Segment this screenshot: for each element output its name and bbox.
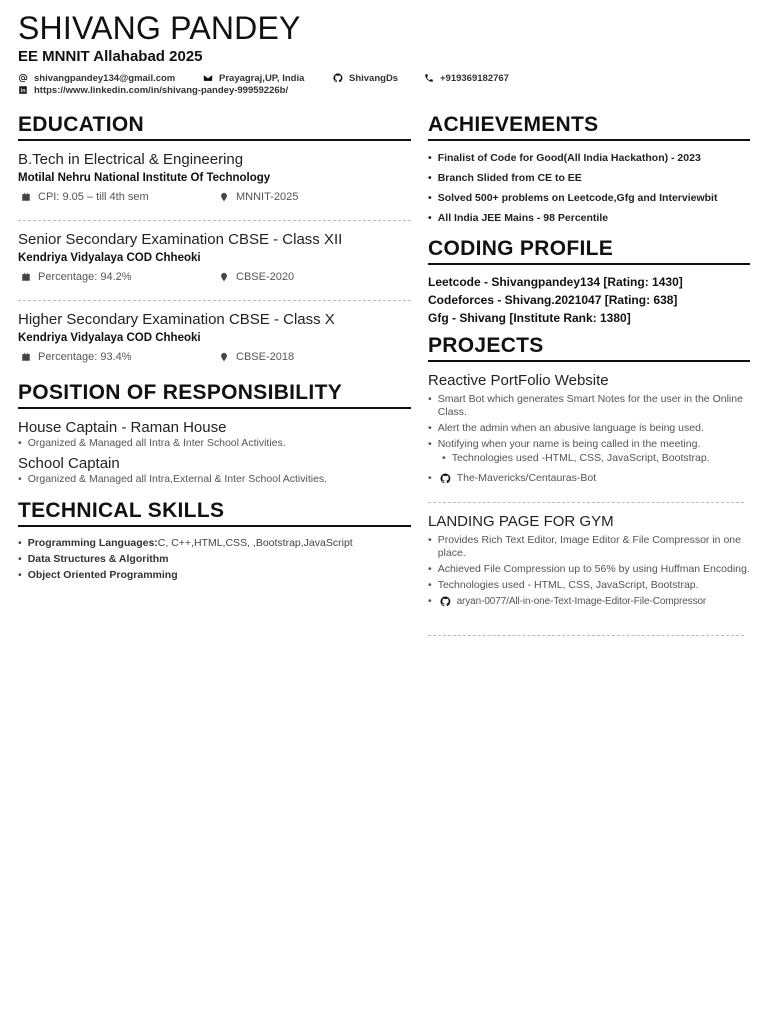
edu-tag: MNNIT-2025 [236, 191, 299, 203]
projects-title: PROJECTS [428, 333, 750, 362]
achievements-list [428, 141, 750, 228]
coding-item: Leetcode - Shivangpandey134 [Rating: 1430] [428, 275, 683, 289]
project-bullet: • Achieved File Compression up to 56% by using Huffman Encoding. [428, 563, 750, 576]
map-pin-icon [219, 272, 229, 282]
achievement-item: • Finalist of Code for Good(All India Hackathon) - 2023 [428, 148, 750, 168]
contact-info [18, 72, 748, 96]
project-name: LANDING PAGE FOR GYM [428, 513, 614, 530]
education-title: EDUCATION [18, 112, 411, 141]
contact-linkedin[interactable] [18, 85, 288, 96]
skill-item: • Data Structures & Algorithm [18, 551, 411, 567]
project-bullet: • Provides Rich Text Editor, Image Editor & File Compressor in one place. [428, 534, 750, 560]
github-icon [333, 73, 343, 83]
edu-tag: CBSE-2020 [236, 271, 295, 283]
position-detail: • Organized & Managed all Intra & Inter School Activities. [18, 437, 411, 450]
edu-degree: Higher Secondary Examination CBSE - Class X [18, 311, 335, 328]
linkedin-icon [18, 85, 28, 95]
project-tech: • Technologies used -HTML, CSS, JavaScript, Bootstrap. [428, 452, 750, 465]
education-entry [18, 221, 411, 301]
skill-item: • Object Oriented Programming [18, 567, 411, 583]
achievements-title: ACHIEVEMENTS [428, 112, 750, 141]
project-bullet: • Smart Bot which generates Smart Notes for the user in the Online Class. [428, 393, 750, 419]
edu-score: Percentage: 94.2% [38, 271, 132, 283]
calendar-icon [21, 272, 31, 282]
candidate-subtitle: EE MNNIT Allahabad 2025 [18, 48, 203, 65]
map-pin-icon [219, 192, 229, 202]
edu-degree: B.Tech in Electrical & Engineering [18, 151, 244, 168]
project-name: Reactive PortFolio Website [428, 372, 609, 389]
coding-item: Gfg - Shivang [Institute Rank: 1380] [428, 311, 631, 325]
github-text: ShivangDs [349, 72, 399, 84]
edu-score: CPI: 9.05 – till 4th sem [38, 191, 149, 203]
left-column [18, 112, 411, 583]
project-bullet: • Notifying when your name is being called in the meeting. [428, 438, 750, 451]
coding-title: CODING PROFILE [428, 236, 750, 265]
skill-item: • Programming Languages:C, C++,HTML,CSS, ,Bootstrap,JavaScript [18, 535, 411, 551]
resume-header [18, 10, 748, 96]
github-icon [440, 596, 451, 607]
edu-school: Kendriya Vidyalaya COD Chheoki [18, 252, 201, 264]
achievement-item: • Branch Slided from CE to EE [428, 168, 750, 188]
achievement-item: • All India JEE Mains - 98 Percentile [428, 208, 750, 228]
location-text: Prayagraj,UP, India [219, 72, 305, 84]
project-entry [428, 362, 750, 503]
project-repo-link[interactable]: • aryan-0077/All-in-one-Text-Image-Editor-File-Compressor [428, 595, 750, 608]
phone-icon [424, 73, 434, 83]
education-entry [18, 141, 411, 221]
calendar-icon [21, 352, 31, 362]
at-icon [18, 73, 28, 83]
phone-text: +919369182767 [440, 72, 509, 84]
linkedin-text: https://www.linkedin.com/in/shivang-pandey-99959226b/ [34, 84, 289, 96]
project-repo-link[interactable]: • The-Mavericks/Centauras-Bot [428, 472, 750, 485]
calendar-icon [21, 192, 31, 202]
skills-list [18, 527, 411, 583]
project-bullet: • Technologies used - HTML, CSS, JavaScript, Bootstrap. [428, 579, 750, 592]
contact-phone[interactable] [424, 73, 509, 84]
coding-item: Codeforces - Shivang.2021047 [Rating: 638] [428, 293, 678, 307]
education-entry [18, 301, 411, 364]
email-text: shivangpandey134@gmail.com [34, 72, 176, 84]
responsibility-list [18, 409, 411, 486]
coding-list [428, 265, 750, 327]
contact-github[interactable] [333, 73, 424, 84]
edu-score: Percentage: 93.4% [38, 351, 132, 363]
map-pin-icon [219, 352, 229, 362]
project-bullet: • Alert the admin when an abusive language is being used. [428, 422, 750, 435]
envelope-icon [203, 73, 213, 83]
responsibility-title: POSITION OF RESPONSIBILITY [18, 380, 411, 409]
position-detail: • Organized & Managed all Intra,External & Inter School Activities. [18, 473, 411, 486]
edu-tag: CBSE-2018 [236, 351, 295, 363]
skills-title: TECHNICAL SKILLS [18, 498, 411, 527]
position-role: School Captain [18, 455, 120, 472]
github-icon [440, 473, 451, 484]
divider [428, 635, 744, 636]
candidate-name: SHIVANG PANDEY [18, 10, 301, 46]
right-column [428, 112, 750, 636]
edu-degree: Senior Secondary Examination CBSE - Class XII [18, 231, 343, 248]
contact-location [203, 73, 333, 84]
edu-school: Kendriya Vidyalaya COD Chheoki [18, 332, 201, 344]
project-entry [428, 503, 750, 636]
achievement-item: • Solved 500+ problems on Leetcode,Gfg and Interviewbit [428, 188, 750, 208]
contact-email[interactable] [18, 73, 203, 84]
position-role: House Captain - Raman House [18, 419, 227, 436]
edu-school: Motilal Nehru National Institute Of Technology [18, 172, 271, 184]
